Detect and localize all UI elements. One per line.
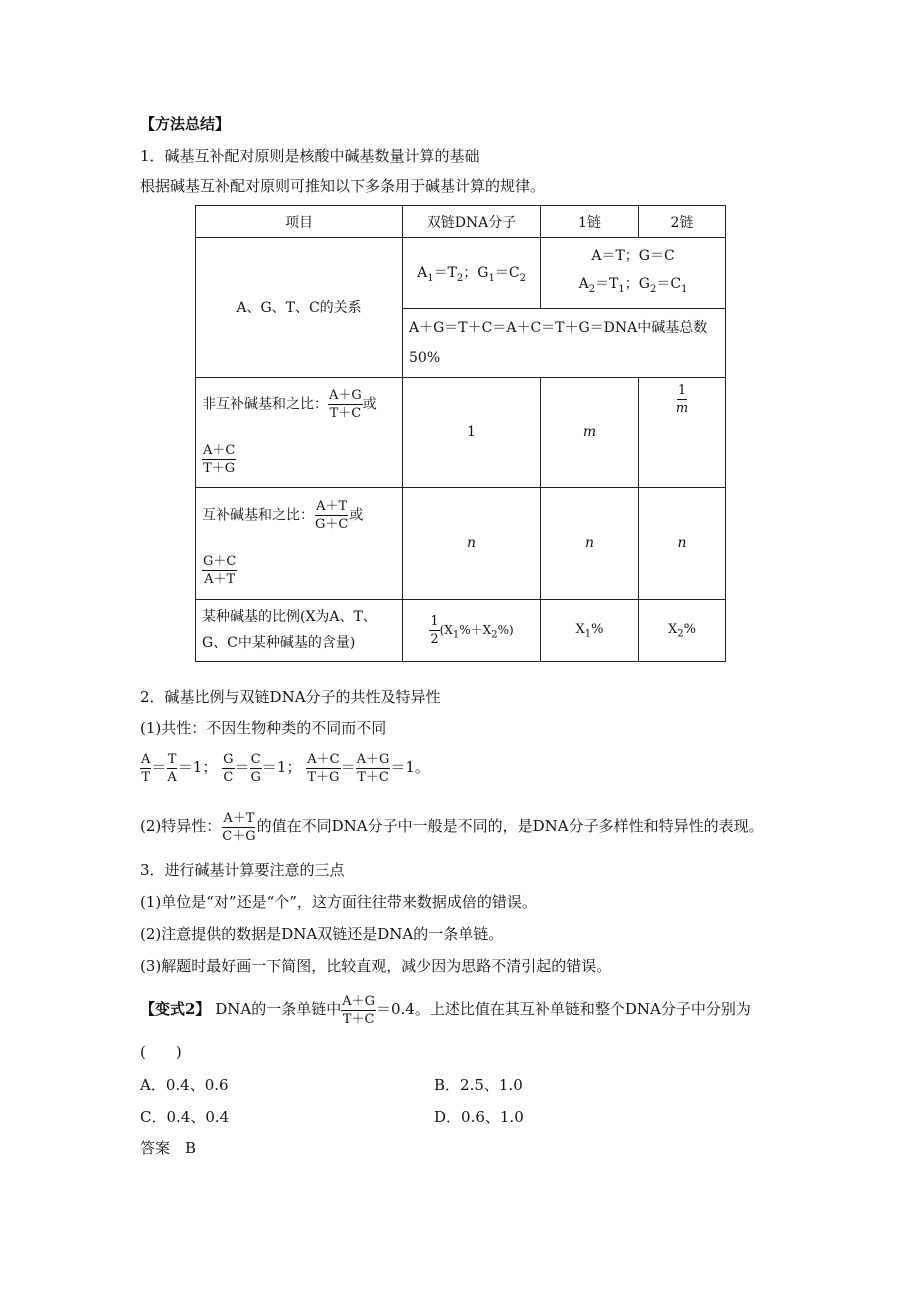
header-double-strand: 双链DNA分子: [403, 206, 541, 238]
row3-double-strand: n: [403, 487, 541, 599]
row1-strand-line1: A＝T；G＝C: [591, 248, 675, 264]
section2-commonality: (1)共性：不因生物种类的不同而不同: [140, 719, 387, 737]
section3-point1: (1)单位是“对”还是“个”，这方面往往带来数据成倍的错误。: [140, 893, 537, 911]
row4-strand-1: $X_1\%$: [541, 599, 639, 661]
section3-point2: (2)注意提供的数据是DNA双链还是DNA的一条单链。: [140, 925, 504, 943]
question-stem: 【变式2】 DNA的一条单链中 $\frac{A+G}{T+C}$ ＝0.4。上述比值在其互补单链和整个DNA分子中分别为: [140, 993, 751, 1027]
row3-strand-2: n: [639, 487, 726, 599]
section3-title: 3．进行碱基计算要注意的三点: [140, 861, 345, 879]
row2-strand-1: m: [541, 377, 639, 487]
row2-double-strand: 1: [403, 377, 541, 487]
header-strand-1: 1链: [541, 206, 639, 238]
section2-specificity: (2)特异性： $\frac{A+T}{C+G}$ 的值在不同DNA分子中一般是不同的，是DNA分子多样性和特异性的表现。: [140, 810, 764, 844]
section2-title: 2．碱基比例与双链DNA分子的共性及特异性: [140, 688, 441, 706]
question-paren: ( ): [140, 1043, 182, 1061]
option-a[interactable]: A．0.4、0.6: [140, 1076, 229, 1094]
row4-double-strand: $\frac{1}{2}$ $(X_1\%+X_2\%)$: [403, 599, 541, 661]
section3-point3: (3)解题时最好画一下简图，比较直观，减少因为思路不清引起的错误。: [140, 957, 612, 975]
table-row: [196, 487, 726, 599]
row1-strands: [541, 238, 726, 309]
table-row: [196, 599, 726, 661]
row1-strand-line2: $A_2=T_1$；$G_2=C_1$: [578, 276, 688, 295]
section1-title: 1．碱基互补配对原则是核酸中碱基数量计算的基础: [140, 147, 480, 165]
row4-strand-2: $X_2\%$: [639, 599, 726, 661]
base-rules-table: [195, 205, 726, 662]
row1-label: A、G、T、C的关系: [196, 238, 403, 378]
row3-strand-1: n: [541, 487, 639, 599]
section2-formula: $\frac{A}{T}$ ＝ $\frac{T}{A}$ ＝1； $\frac{G}{C}$ ＝ $\frac{C}{G}$ ＝1； $\frac{A+C}{T+G}$ ＝ $\frac{A+G}{T+C}$ ＝1。: [141, 751, 430, 785]
header-item: 项目: [196, 206, 403, 238]
method-summary-heading: 【方法总结】: [140, 115, 231, 133]
table-row: [196, 238, 726, 309]
row1-sum: A＋G＝T＋C＝A＋C＝T＋G＝DNA中碱基总数50%: [403, 308, 726, 377]
option-b[interactable]: B．2.5、1.0: [434, 1076, 523, 1094]
row2-label: 非互补碱基和之比： $\frac{A+G}{T+C}$ 或 $\frac{A+C}{T+G}$: [196, 377, 403, 487]
answer: 答案 B: [140, 1139, 197, 1157]
row2-strand-2: $\frac{1}{m}$: [639, 377, 726, 487]
section1-intro: 根据碱基互补配对原则可推知以下多条用于碱基计算的规律。: [140, 177, 546, 195]
table-row: [196, 377, 726, 487]
option-d[interactable]: D．0.6、1.0: [434, 1108, 524, 1126]
row4-label: 某种碱基的比例(X为A、T、G、C中某种碱基的含量): [196, 599, 403, 661]
row1-double-strand: $A_1=T_2$；$G_1=C_2$: [403, 238, 541, 309]
question-tag: 【变式2】: [140, 1000, 211, 1018]
row3-label: 互补碱基和之比： $\frac{A+T}{G+C}$ 或 $\frac{G+C}{A+T}$: [196, 487, 403, 599]
header-strand-2: 2链: [639, 206, 726, 238]
table-header-row: [196, 206, 726, 238]
option-c[interactable]: C．0.4、0.4: [140, 1108, 230, 1126]
